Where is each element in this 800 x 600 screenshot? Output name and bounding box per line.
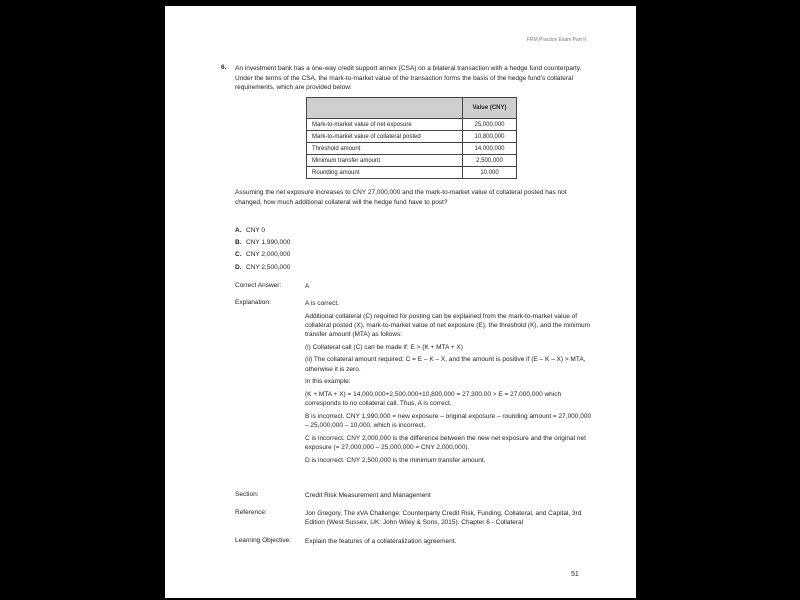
option-text: CNY 1,990,000 xyxy=(246,239,291,247)
document-page xyxy=(165,6,636,598)
objective-value: Explain the features of a collateralization agreement. xyxy=(305,538,457,545)
section-label: Section: xyxy=(235,491,259,498)
row-value: 25,000,000 xyxy=(463,119,517,131)
explanation-paragraph: (K + MTA + X) = 14,000,000+2,500,000+10,800,000 = 27,300,00 > E = 27,000,000 which corresponds to no collateral call. Thus, A is correct. xyxy=(305,390,562,408)
reference-value: Jon Gregory, The xVA Challenge: Counterparty Credit Risk, Funding, Collateral, and Capital, 3rd Edition (West Sussex, UK: John Wiley & Sons, 2015). Chapter 6 - Collateral xyxy=(305,510,582,527)
explanation-paragraph: Additional collateral (C) required for posting can be explained from the mark-to-market value of collateral posted (X), mark-to-market value of net exposure (E), the threshold (K), and the minimum transfer amount (MTA) as follows: xyxy=(305,312,591,339)
explanation-paragraph: (i) Collateral call (C) can be made if: E > (K + MTA + X) xyxy=(305,343,463,351)
question-text: An investment bank has a one-way credit support annex (CSA) on a bilateral transaction with a hedge fund counterparty. Under the terms of the CSA, the mark-to-market value of the transaction forms the basis of the hedge fund’s collateral requirements, which are provided below: xyxy=(235,65,582,92)
row-label: Rounding amount xyxy=(307,167,463,179)
option-item xyxy=(235,237,290,249)
correct-answer-label: Correct Answer: xyxy=(235,282,282,289)
correct-answer-value: A xyxy=(305,283,310,290)
table-header-row xyxy=(307,98,517,119)
table-row xyxy=(307,155,517,167)
row-label: Threshold amount xyxy=(307,143,463,155)
answer-options xyxy=(235,225,290,274)
section-value: Credit Risk Measurement and Management xyxy=(305,492,431,499)
option-letter: C. xyxy=(235,251,242,259)
row-label: Mark-to-market value of net exposure xyxy=(307,119,463,131)
explanation-paragraph: In this example: xyxy=(305,378,351,386)
table-row xyxy=(307,167,517,179)
table-row xyxy=(307,143,517,155)
reference-label: Reference: xyxy=(235,509,267,516)
explanation-paragraph: A is correct. xyxy=(305,300,339,307)
table-row xyxy=(307,131,517,143)
explanation-paragraph: D is incorrect. CNY 2,500,000 is the minimum transfer amount. xyxy=(305,456,486,464)
question-followup: Assuming the net exposure increases to CNY 27,000,000 and the mark-to-market value of collateral posted has not changed, how much additional collateral will the hedge fund have to post? xyxy=(235,189,567,206)
option-letter: A. xyxy=(235,227,242,234)
option-item xyxy=(235,249,290,261)
table-header-blank xyxy=(307,98,463,119)
page-number: 51 xyxy=(571,571,579,578)
option-item xyxy=(235,262,290,274)
option-text: CNY 2,500,000 xyxy=(246,263,291,271)
running-header: FRM Practice Exam Part II xyxy=(526,37,586,43)
option-text: CNY 0 xyxy=(246,227,266,234)
option-letter: D. xyxy=(235,263,242,271)
table-header-value: Value (CNY) xyxy=(463,98,517,119)
row-value: 2,500,000 xyxy=(463,155,517,167)
question-number: 6. xyxy=(221,64,227,71)
row-label: Mark-to-market value of collateral posted xyxy=(307,131,463,143)
explanation-label: Explanation: xyxy=(235,299,271,306)
explanation-paragraph: (ii) The collateral amount required: C = E – K – X, and the amount is positive if (E – K – X) > MTA, otherwise it is zero. xyxy=(305,356,586,373)
explanation-body xyxy=(305,299,592,468)
row-value: 10,800,000 xyxy=(463,131,517,143)
option-text: CNY 2,000,000 xyxy=(246,251,291,259)
explanation-paragraph: B is incorrect. CNY 1,990,000 = new exposure – original exposure – rounding amount = 27,000,000 – 25,000,000 – 10,000, which is incorrect. xyxy=(305,412,592,430)
objective-label: Learning Objective: xyxy=(235,537,292,544)
explanation-paragraph: C is incorrect. CNY 2,000,000 is the difference between the new net exposure and the original net exposure (= 27,000,000 – 25,000,000 = CNY 2,000,000). xyxy=(305,434,586,451)
table-row xyxy=(307,119,517,131)
row-label: Minimum transfer amount xyxy=(307,155,463,167)
row-value: 14,000,000 xyxy=(463,143,517,155)
collateral-table xyxy=(306,97,517,179)
option-letter: B. xyxy=(235,239,242,247)
option-item xyxy=(235,225,290,237)
row-value: 10,000 xyxy=(463,167,517,179)
